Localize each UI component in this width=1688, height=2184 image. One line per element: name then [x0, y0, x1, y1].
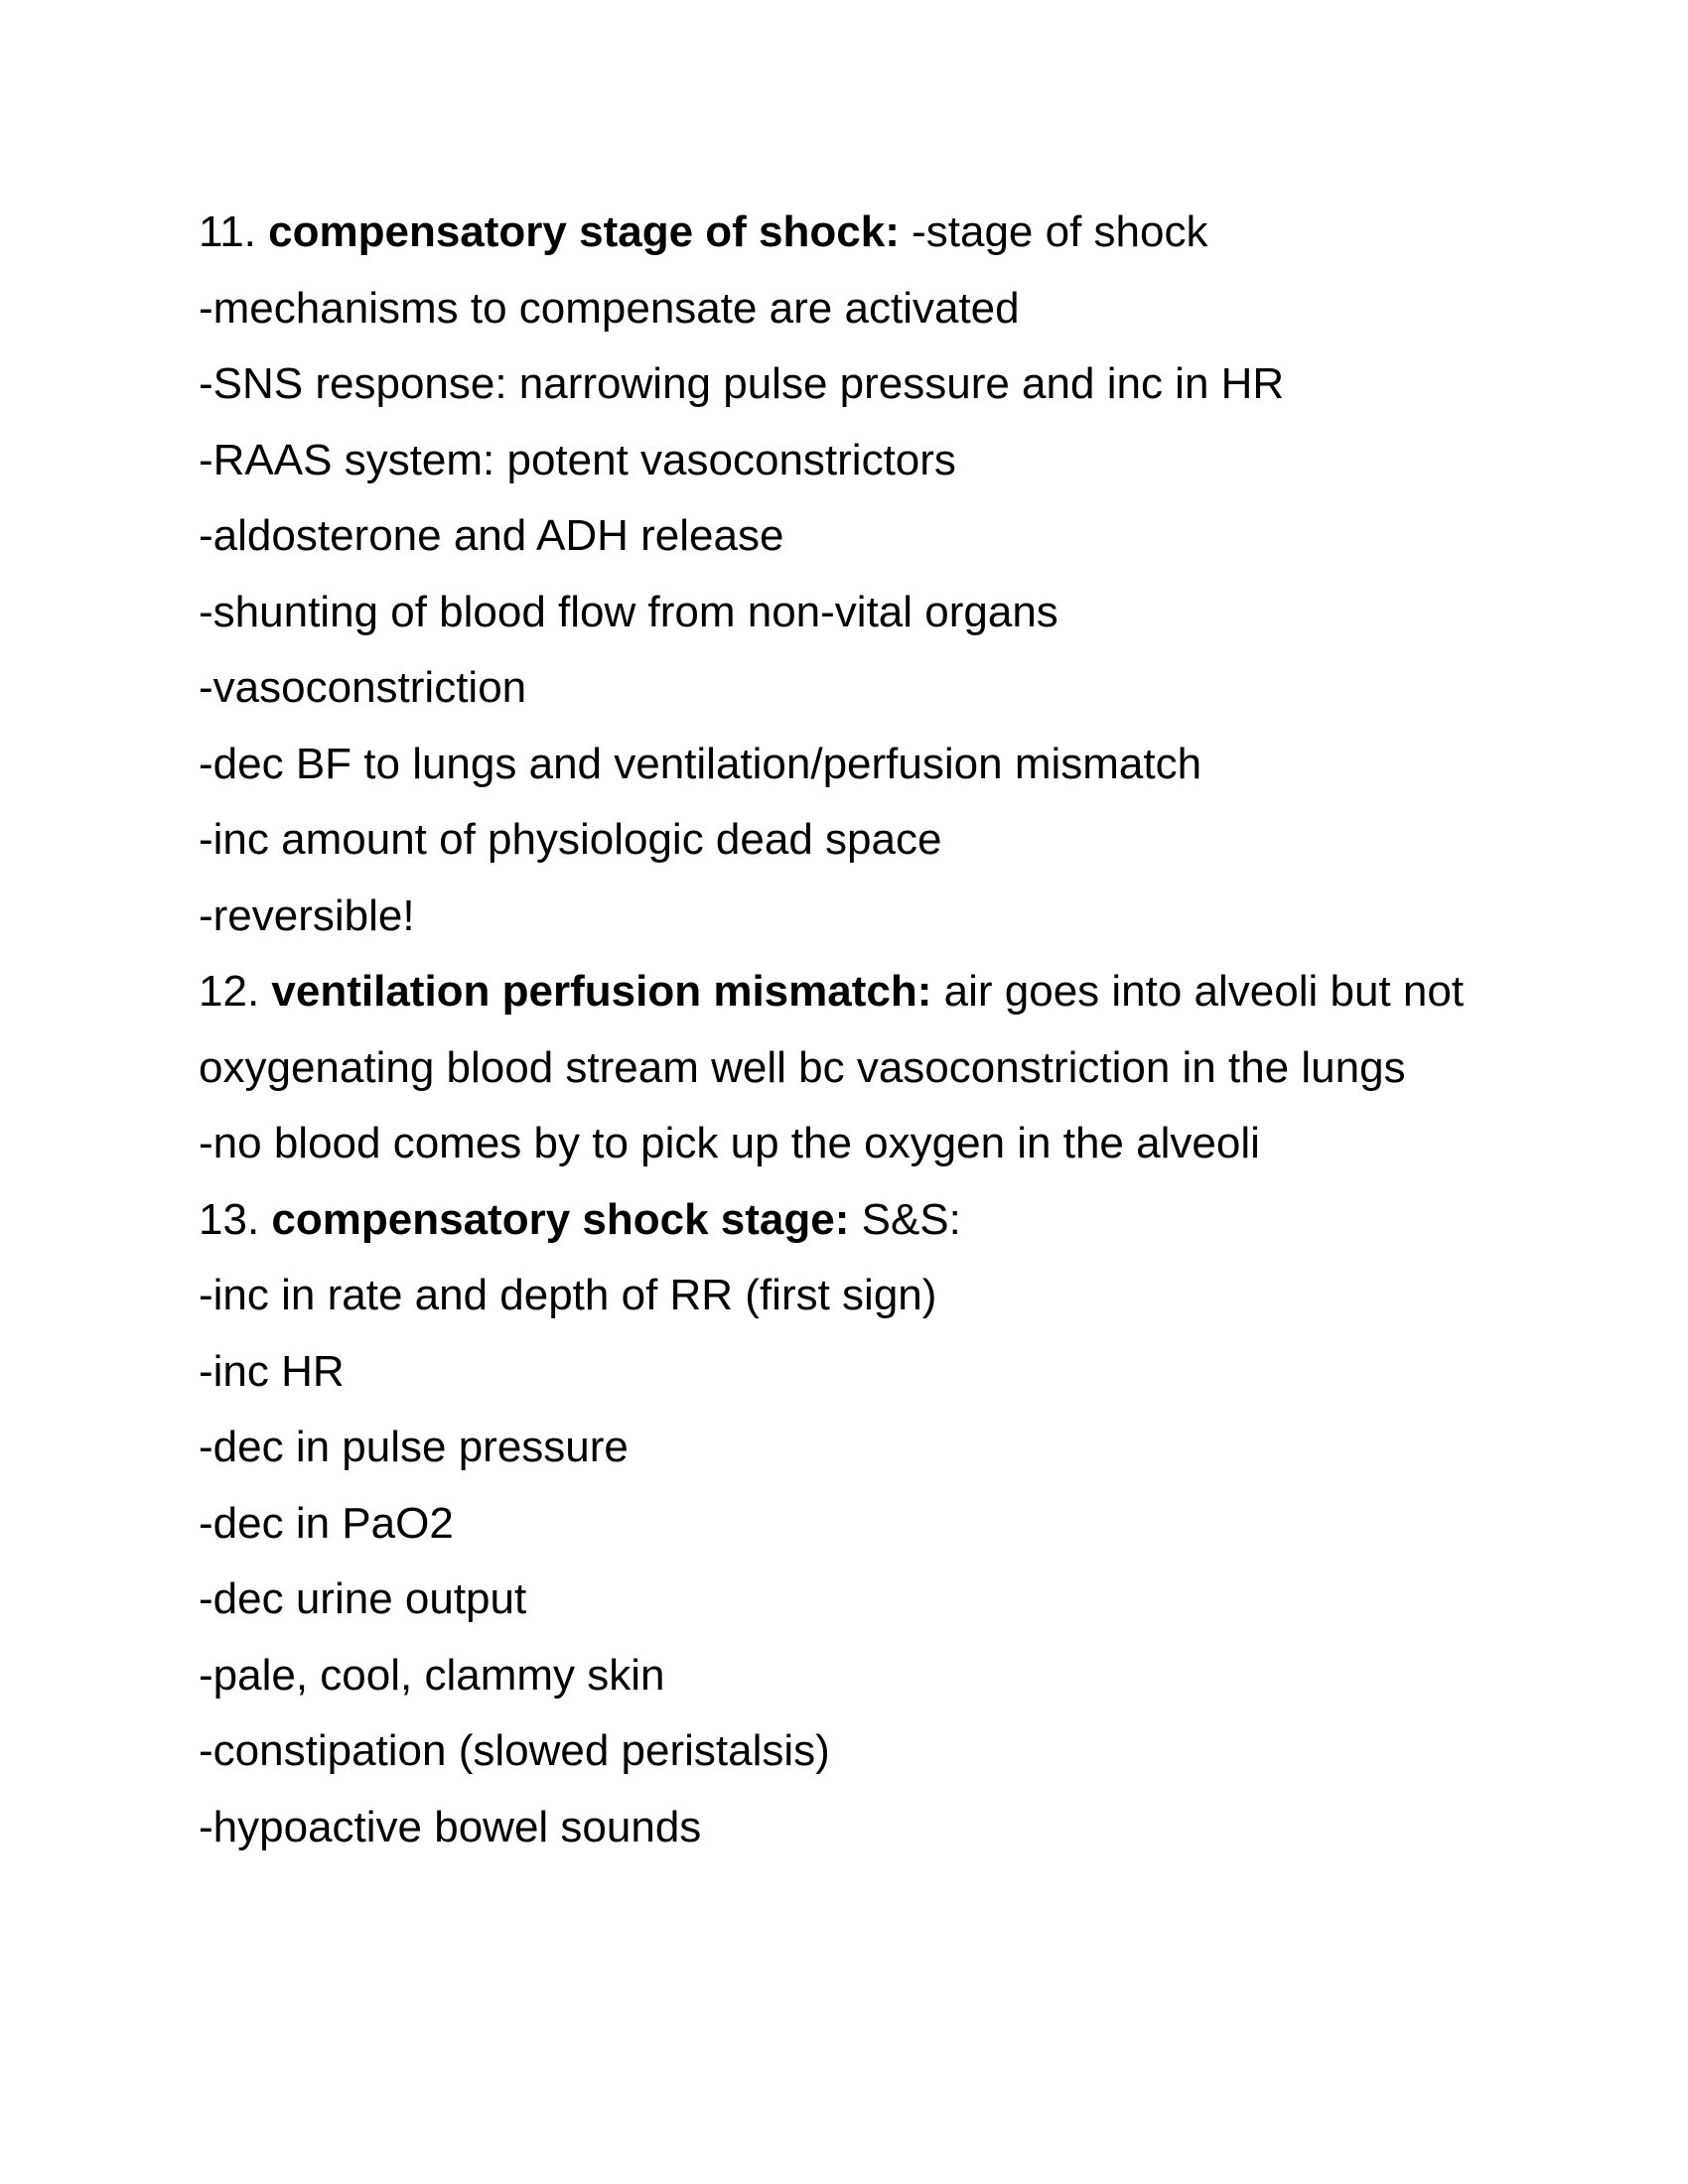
bullet-line: -mechanisms to compensate are activated: [199, 283, 1020, 333]
term-title: ventilation perfusion mismatch:: [271, 967, 932, 1016]
bullet-line: -shunting of blood flow from non-vital organs: [199, 587, 1058, 636]
section-number: 12.: [199, 967, 260, 1016]
bullet-line: -vasoconstriction: [199, 663, 527, 712]
bullet-line: -hypoactive bowel sounds: [199, 1802, 702, 1851]
section-12: [199, 954, 1519, 1182]
term-definition: -stage of shock: [912, 207, 1208, 256]
bullet-line: -dec in PaO2: [199, 1498, 454, 1548]
bullet-line: -pale, cool, clammy skin: [199, 1650, 665, 1700]
bullet-line: -constipation (slowed peristalsis): [199, 1726, 830, 1775]
term-title: compensatory stage of shock:: [268, 207, 900, 256]
bullet-line: -aldosterone and ADH release: [199, 511, 784, 560]
bullet-line: -inc HR: [199, 1346, 345, 1396]
bullet-line: -RAAS system: potent vasoconstrictors: [199, 435, 956, 484]
bullet-line: -no blood comes by to pick up the oxygen in the alveoli: [199, 1119, 1260, 1167]
section-number: 11.: [199, 207, 256, 256]
bullet-line: -dec in pulse pressure: [199, 1423, 629, 1471]
section-heading: [199, 954, 1519, 1030]
bullet-line: -dec BF to lungs and ventilation/perfusion mismatch: [199, 739, 1202, 788]
document-body: [199, 195, 1519, 1865]
bullet-line: -reversible!: [199, 890, 415, 940]
bullet-line: -inc amount of physiologic dead space: [199, 815, 942, 864]
bullet-line: -dec urine output: [199, 1574, 527, 1623]
term-title: compensatory shock stage:: [271, 1194, 850, 1244]
section-heading: [199, 195, 1519, 271]
bullet-line: -inc in rate and depth of RR (first sign): [199, 1271, 937, 1319]
section-number: 13.: [199, 1194, 260, 1244]
section-11: [199, 195, 1519, 954]
term-definition: S&S:: [861, 1194, 961, 1244]
section-heading: [199, 1182, 1519, 1259]
bullet-line: -SNS response: narrowing pulse pressure and inc in HR: [199, 359, 1285, 408]
definition-continuation: oxygenating blood stream well bc vasoconstriction in the lungs: [199, 1042, 1406, 1092]
section-13: [199, 1182, 1519, 1866]
term-definition: air goes into alveoli but not: [943, 967, 1465, 1016]
